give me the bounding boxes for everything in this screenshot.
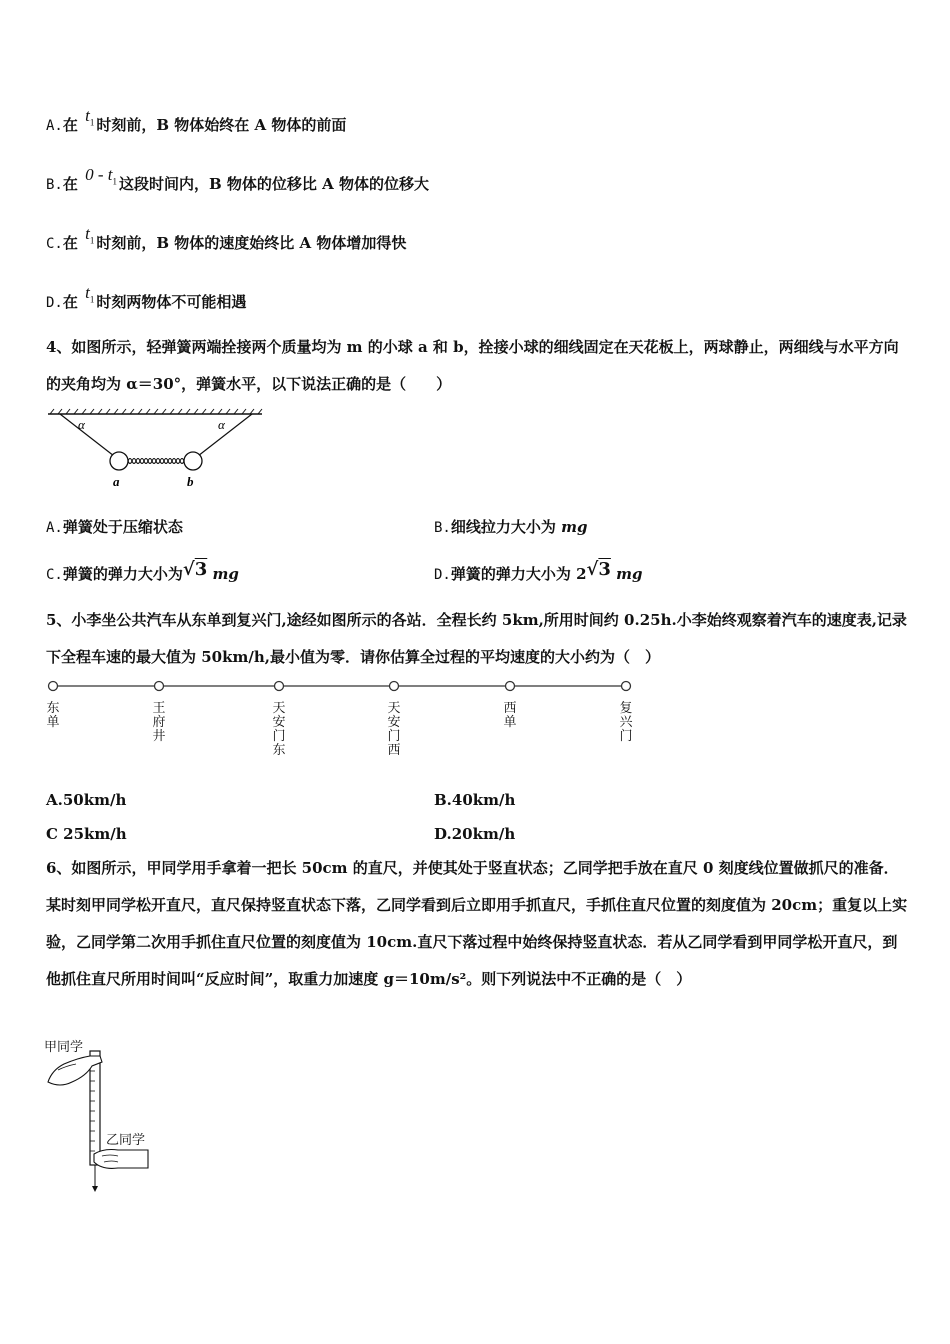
person-a-label: 甲同学 [44,1040,84,1055]
q5-question-text: 5、小李坐公共汽车从东单到复兴门,途经如图所示的各站．全程长约 5km,所用时间约 0.25h.小李始终观察着汽车的速度表,记录下全程车速的最大值为 50km/h,最小值为零．请你估算全过程的平均速度的大小约为（ ） [46,611,907,666]
q4-option-d: D.弹簧的弹力大小为 2√3 mg [434,559,643,583]
q4-option-b: B.细线拉力大小为 mg [434,518,588,536]
ball-b-label: b [187,474,194,489]
station-label: 王府井 [152,701,166,744]
q3-option-c: C.在 $t_1$ 时刻前，B 物体的速度始终比 A 物体增加得快 [46,224,407,252]
alpha-right-label: α [218,417,225,432]
ball-a-label: a [113,474,120,489]
q3-option-a: A.在 $t_1$ 时刻前，B 物体始终在 A 物体的前面 [46,106,347,134]
q6-question-text: 6、如图所示，甲同学用手拿着一把长 50cm 的直尺，并使其处于竖直状态；乙同学把手放在直尺 0 刻度线位置做抓尺的准备．某时刻甲同学松开直尺，直尺保持竖直状态下落，乙同学看到后立即用手抓直尺，手抓住直尺位置的刻度值为 20cm；重复以上实验，乙同学第二次用手抓住直尺位置的刻度值为 10cm.直尺下落过程中始终保持竖直状态．若从乙同学看到甲同学松开直尺，到他抓住直尺所用时间叫“反应时间”，取重力加速度 g＝10m/s²。则下列说法中不正确的是（ ） [46,859,908,988]
down-arrow-icon [92,1186,98,1192]
station-dot [155,682,164,691]
ruler [90,1051,100,1165]
station-dot [49,682,58,691]
alpha-left-label: α [78,417,85,432]
q5-bus-route-line [46,678,636,698]
station-dot [506,682,515,691]
q5-option-c: C 25km/h [46,825,127,843]
q5-option-a: A.50km/h [46,791,127,809]
station-label: 复兴门 [619,701,633,744]
q6-ruler-figure [44,1048,164,1198]
hand-b-icon [94,1150,148,1169]
q4-spring-figure [46,408,266,490]
station-label: 西单 [503,701,517,730]
q4-option-a: A.弹簧处于压缩状态 [46,518,183,536]
station-label: 天安门西 [387,701,401,758]
q4-option-c: C.弹簧的弹力大小为√3 mg [46,559,239,583]
q3-option-d: D.在 $t_1$ 时刻两物体不可能相遇 [46,283,247,311]
station-dot [622,682,631,691]
q5-option-b: B.40km/h [434,791,516,809]
q4-question-text: 4、如图所示，轻弹簧两端拴接两个质量均为 m 的小球 a 和 b，拴接小球的细线固定在天花板上，两球静止，两细线与水平方向的夹角均为 α＝30°，弹簧水平，以下说法正确的是（ ） [46,338,899,393]
q5-option-d: D.20km/h [434,825,516,843]
station-label: 东单 [46,701,60,730]
q3-option-b: B.在 $0 - t_1$ 这段时间内，B 物体的位移比 A 物体的位移大 [46,165,429,193]
station-dot [275,682,284,691]
person-b-label: 乙同学 [106,1133,146,1148]
station-dot [390,682,399,691]
station-label: 天安门东 [272,701,286,758]
